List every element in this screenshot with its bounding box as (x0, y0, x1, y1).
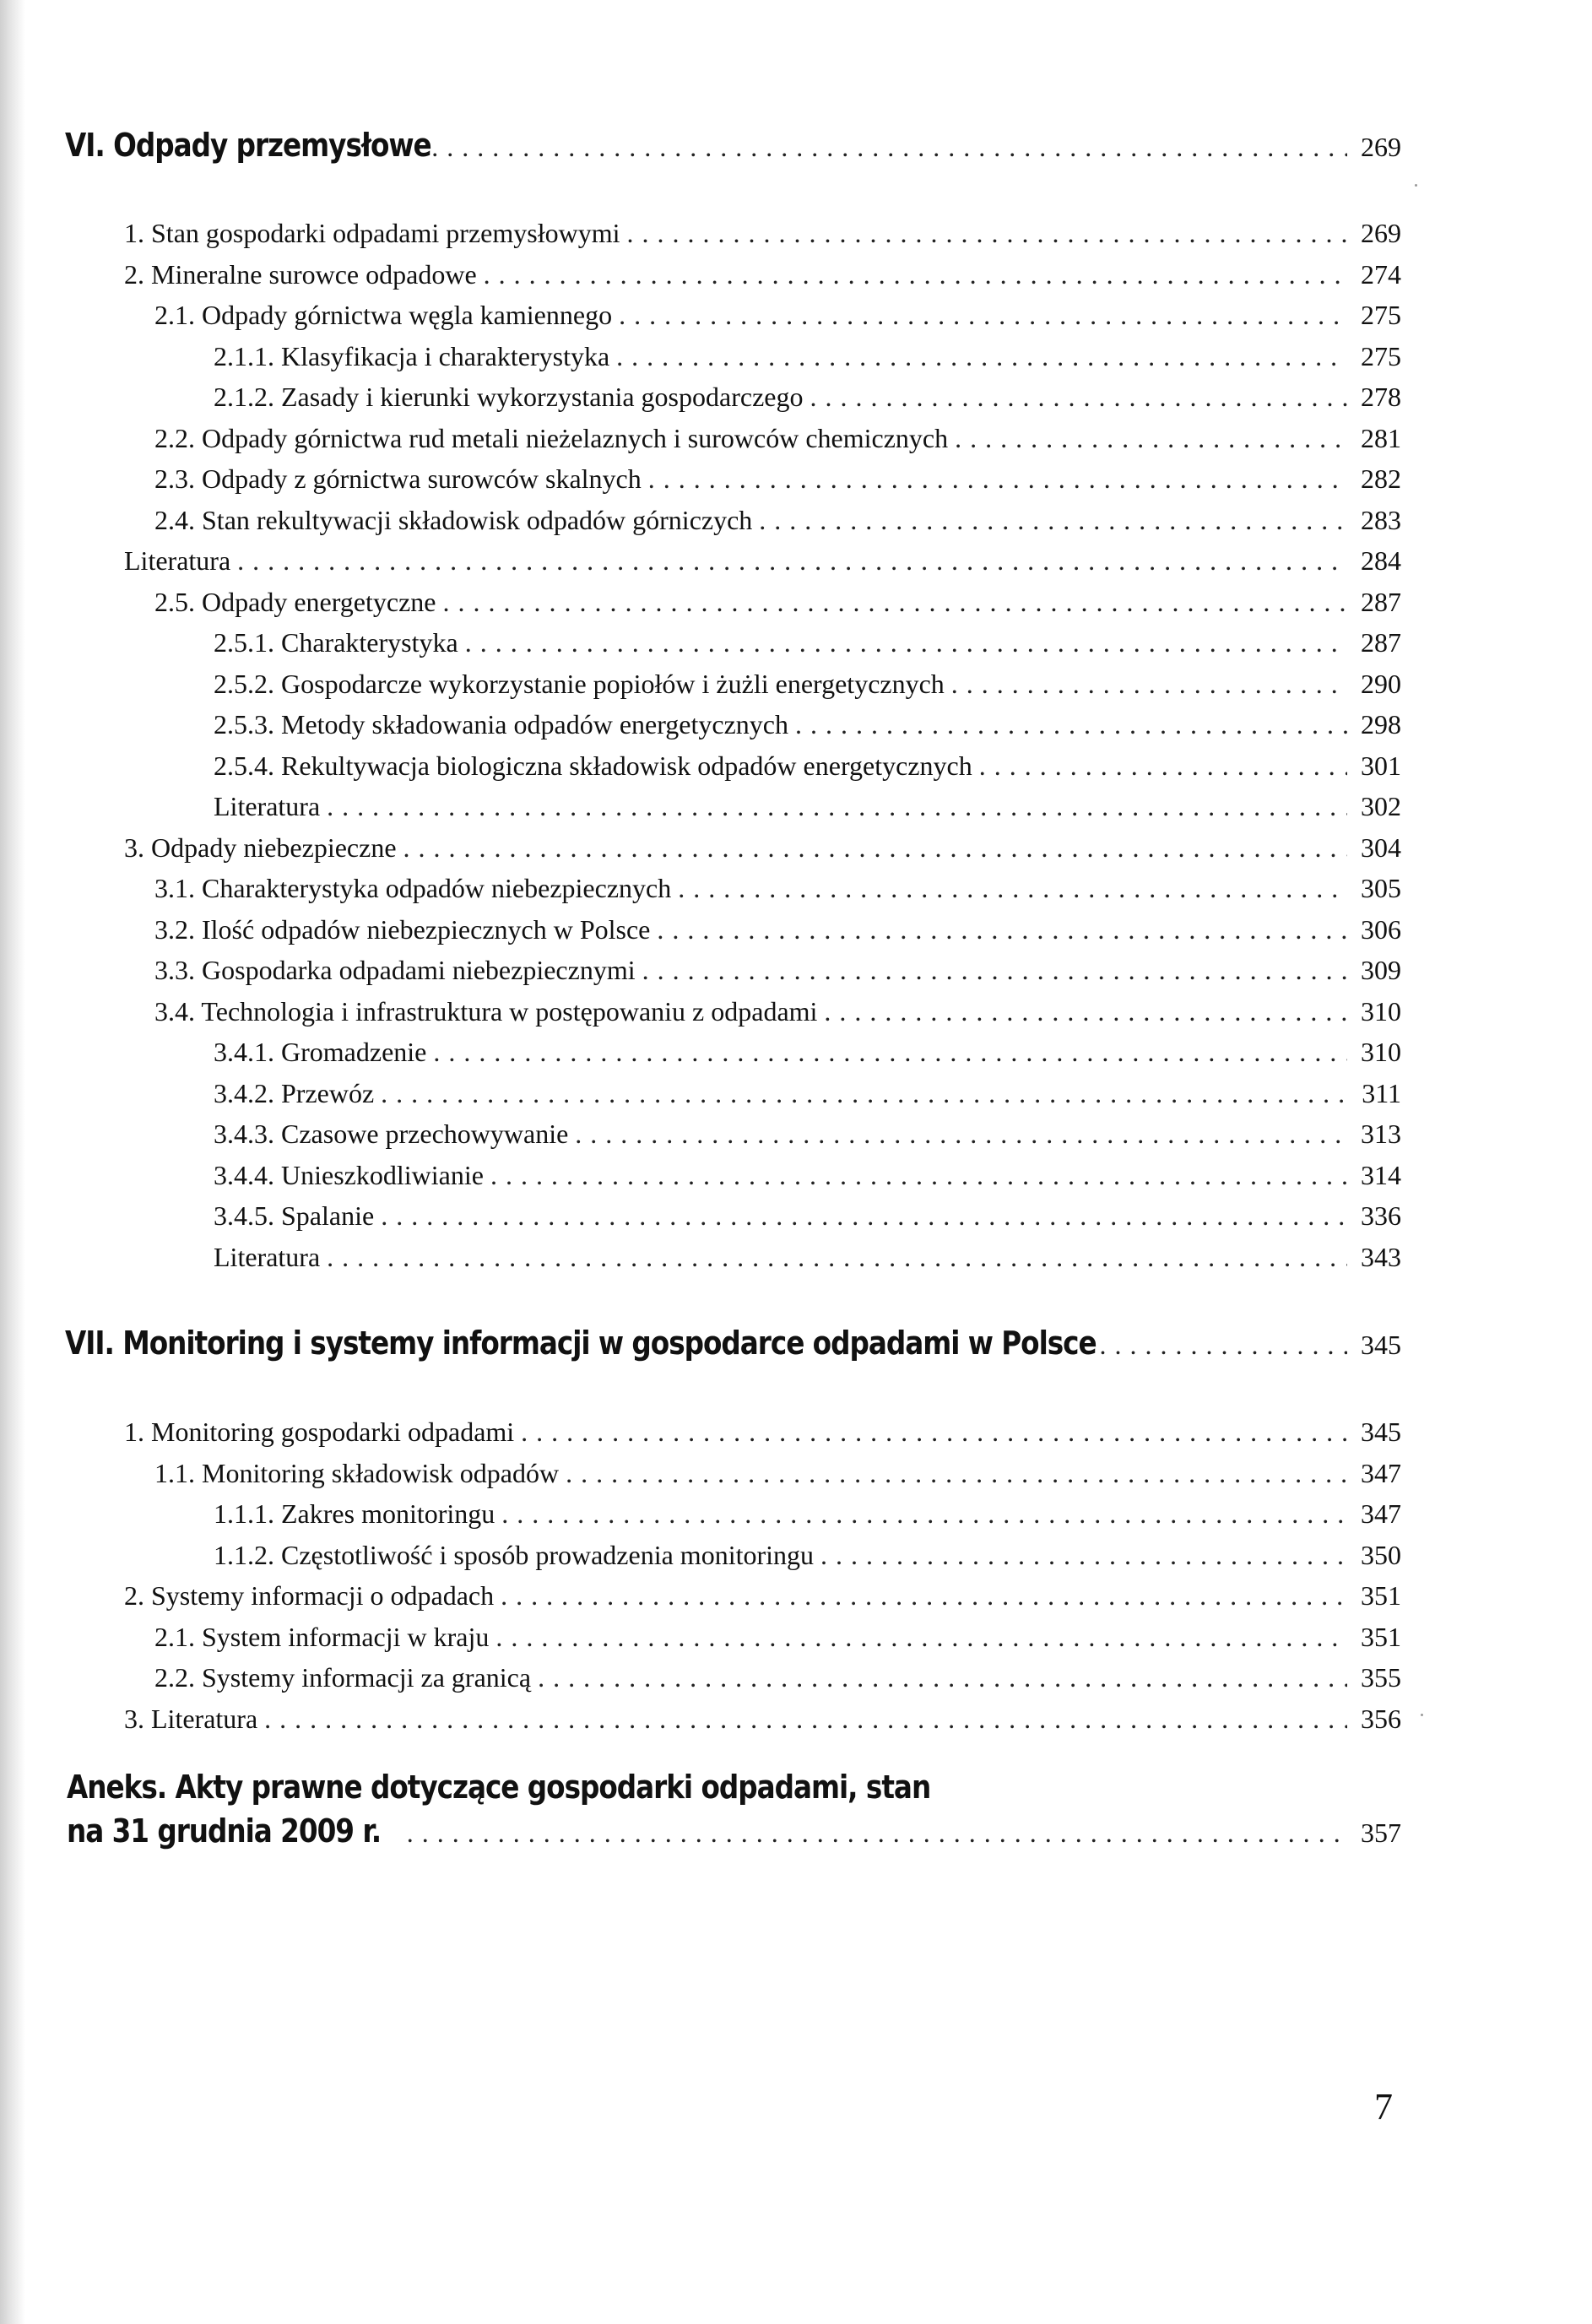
dot-leader (616, 341, 1347, 372)
entry-label (124, 1580, 494, 1612)
dot-leader (490, 1160, 1347, 1191)
section-title: Odpady energetyczne (202, 586, 436, 617)
entry-label (214, 669, 945, 700)
dot-leader (403, 832, 1347, 864)
dot-leader (501, 1498, 1347, 1530)
section-number: 3.1. (154, 873, 195, 903)
page-ref: 305 (1361, 873, 1401, 903)
toc-entry[interactable] (124, 1417, 1401, 1450)
entry-label (214, 1037, 426, 1068)
dot-leader (431, 132, 1347, 163)
section-title: Monitoring gospodarki odpadami (151, 1417, 515, 1447)
toc-entry[interactable] (124, 259, 1401, 293)
page-ref: 290 (1361, 668, 1401, 699)
entry-label (154, 587, 436, 618)
dot-leader (951, 669, 1347, 700)
entry-label (214, 627, 458, 658)
dot-leader (327, 1242, 1347, 1273)
dot-leader (538, 1662, 1347, 1693)
section-number: 2.3. (154, 463, 195, 494)
section-number: 2.5.2. (214, 668, 274, 699)
dot-leader (820, 1540, 1347, 1571)
page-ref: 298 (1361, 709, 1401, 739)
dot-leader (642, 955, 1347, 986)
entry-label (214, 341, 609, 372)
section-title: System informacji w kraju (202, 1621, 490, 1652)
entry-label (214, 382, 803, 413)
dot-leader (657, 914, 1347, 945)
toc-entry[interactable] (124, 832, 1401, 866)
entry-label (214, 1200, 374, 1232)
page-ref: 306 (1361, 913, 1401, 945)
chapter-heading-vii[interactable] (65, 1325, 1401, 1362)
section-title: Mineralne surowce odpadowe (151, 258, 477, 290)
section-number: 3.3. (154, 955, 195, 985)
chapter-title: VII. Monitoring i systemy informacji w gospodarce odpadami w Polsce (65, 1325, 1097, 1362)
annex-title-line2: na 31 grudnia 2009 r. (67, 1812, 382, 1850)
toc-entry[interactable] (154, 505, 1401, 539)
section-number: 1.1.1. (214, 1498, 274, 1529)
page-ref: 302 (1361, 791, 1401, 821)
entry-label (214, 1078, 374, 1109)
entry-label (214, 1540, 814, 1571)
section-title: Czasowe przechowywanie (281, 1119, 569, 1149)
toc-entry[interactable] (214, 1037, 1401, 1070)
toc-entry[interactable] (214, 341, 1401, 375)
page-ref: 336 (1361, 1200, 1401, 1231)
section-title: Gromadzenie (281, 1037, 427, 1067)
entry-label (124, 545, 230, 577)
entry-label (124, 259, 477, 290)
toc-entry[interactable] (214, 750, 1401, 784)
dot-leader (264, 1704, 1347, 1735)
annex-heading[interactable] (67, 1812, 1401, 1850)
page-ref: 269 (1361, 132, 1401, 162)
section-title: Zasady i kierunki wykorzystania gospodarczego (281, 382, 804, 412)
entry-label (154, 996, 817, 1027)
dot-leader (381, 1078, 1347, 1109)
section-title: Monitoring składowisk odpadów (202, 1457, 560, 1488)
toc-entry[interactable] (154, 955, 1401, 989)
page-ref: 283 (1361, 504, 1401, 535)
section-number: 3. (124, 832, 144, 863)
dot-leader (955, 423, 1347, 454)
page-ref: 351 (1361, 1580, 1401, 1611)
toc-entry[interactable] (154, 423, 1401, 457)
entry-label (124, 1704, 257, 1735)
page-ref: 278 (1361, 382, 1401, 412)
section-number: 2.4. (154, 504, 195, 535)
toc-entry[interactable] (214, 1242, 1401, 1276)
page-ref: 311 (1362, 1077, 1401, 1108)
toc-entry[interactable] (124, 545, 1401, 579)
toc-entry[interactable] (124, 218, 1401, 252)
dot-leader (381, 1200, 1347, 1232)
page-ref: 287 (1361, 627, 1401, 658)
section-number: 3.2. (154, 913, 195, 945)
section-number: 2.1.1. (214, 340, 274, 371)
section-number: 3.4.1. (214, 1037, 274, 1067)
dot-leader (521, 1417, 1347, 1448)
section-number: 2.5. (154, 586, 195, 617)
entry-label (214, 709, 788, 740)
page-ref: 313 (1361, 1119, 1401, 1149)
page-ref: 282 (1361, 463, 1401, 494)
page-ref: 355 (1361, 1662, 1401, 1693)
section-title: Literatura (151, 1703, 258, 1734)
entry-label (154, 423, 948, 454)
dot-leader (759, 505, 1347, 536)
page-ref: 356 (1361, 1703, 1401, 1734)
section-title: Stan rekultywacji składowisk odpadów górniczych (202, 504, 753, 535)
toc-entry[interactable] (154, 1622, 1401, 1655)
section-title: Zakres monitoringu (281, 1498, 495, 1529)
page-ref: 314 (1361, 1159, 1401, 1190)
section-number: 1. (124, 1417, 144, 1447)
section-number: 2.5.1. (214, 627, 274, 658)
toc-entry[interactable] (214, 1078, 1401, 1112)
dot-leader (501, 1580, 1347, 1612)
page-ref: 347 (1361, 1457, 1401, 1488)
page-ref: 275 (1361, 340, 1401, 371)
entry-label (154, 300, 612, 331)
page-ref: 310 (1361, 1037, 1401, 1067)
dot-leader (495, 1622, 1347, 1653)
toc-entry[interactable] (154, 587, 1401, 620)
toc-entry[interactable] (124, 1704, 1401, 1737)
chapter-title: VI. Odpady przemysłowe (65, 127, 431, 164)
section-title: Odpady z górnictwa surowców skalnych (202, 463, 642, 494)
section-title: Odpady górnictwa rud metali nieżelaznych i surowców chemicznych (202, 422, 949, 453)
dot-leader (824, 996, 1347, 1027)
section-number: 2.5.3. (214, 709, 274, 739)
toc-entry[interactable] (154, 463, 1401, 497)
chapter-heading-vi[interactable] (65, 127, 1401, 164)
entry-label (154, 873, 671, 904)
toc-entry[interactable] (124, 1580, 1401, 1614)
section-number: 1.1.2. (214, 1539, 274, 1570)
page-ref: 281 (1361, 422, 1401, 453)
toc-entry[interactable] (154, 1458, 1401, 1492)
dot-leader (979, 750, 1347, 782)
entry-label (124, 832, 397, 864)
section-number: 2.5.4. (214, 750, 274, 781)
entry-label (154, 1622, 489, 1653)
entry-label (214, 750, 972, 782)
entry-label (154, 1458, 559, 1489)
toc-entry[interactable] (154, 873, 1401, 907)
scan-speck (1415, 184, 1417, 187)
section-title: Spalanie (281, 1200, 375, 1231)
annex-title-line1[interactable]: Aneks. Akty prawne dotyczące gospodarki odpadami, stan (67, 1769, 931, 1806)
toc-entry[interactable] (214, 1160, 1401, 1194)
dot-leader (237, 545, 1347, 577)
toc-entry[interactable] (214, 1540, 1401, 1574)
entry-label (214, 1160, 484, 1191)
page-ref: 304 (1361, 832, 1401, 863)
section-number: 2.1.2. (214, 382, 274, 412)
page-number: 7 (1374, 2086, 1393, 2127)
dot-leader (619, 300, 1347, 331)
dot-leader (566, 1458, 1347, 1489)
entry-label (214, 1119, 568, 1150)
page-ref: 350 (1361, 1539, 1401, 1570)
section-number: 3.4.5. (214, 1200, 274, 1231)
entry-label (154, 505, 752, 536)
section-number: 3.4.4. (214, 1159, 274, 1190)
dot-leader (626, 218, 1347, 249)
section-title: Odpady górnictwa węgla kamiennego (202, 300, 613, 330)
toc-entry[interactable] (214, 709, 1401, 743)
section-title: Unieszkodliwianie (281, 1159, 484, 1190)
toc-entry[interactable] (154, 300, 1401, 333)
section-number: 2.2. (154, 1662, 195, 1693)
section-number: 2.2. (154, 422, 195, 453)
page-ref: 345 (1361, 1417, 1401, 1447)
section-title: Literatura (124, 545, 231, 576)
entry-label (154, 1662, 531, 1693)
page-ref: 343 (1361, 1241, 1401, 1272)
section-title: Przewóz (281, 1077, 375, 1108)
section-title: Klasyfikacja i charakterystyka (281, 340, 610, 371)
entry-label (154, 914, 650, 945)
dot-leader (433, 1037, 1347, 1068)
entry-label (214, 791, 320, 822)
section-title: Systemy informacji za granicą (202, 1662, 532, 1693)
section-number: 2. (124, 1580, 144, 1611)
entry-label (214, 1498, 495, 1530)
dot-leader (327, 791, 1347, 822)
entry-label (154, 463, 642, 495)
toc-entry[interactable] (154, 914, 1401, 948)
section-title: Systemy informacji o odpadach (151, 1580, 495, 1611)
section-title: Odpady niebezpieczne (151, 832, 397, 863)
dot-leader (795, 709, 1347, 740)
page-ref: 310 (1361, 995, 1401, 1027)
section-title: Częstotliwość i sposób prowadzenia monitoringu (281, 1539, 815, 1570)
section-number: 2. (124, 258, 144, 290)
entry-label (124, 218, 620, 249)
section-title: Literatura (214, 791, 321, 821)
section-number: 1.1. (154, 1457, 195, 1488)
entry-label (124, 1417, 514, 1448)
page-ref: 351 (1361, 1621, 1401, 1652)
section-title: Charakterystyka (281, 627, 458, 658)
toc-entry[interactable] (214, 1498, 1401, 1532)
scan-speck (1421, 1714, 1423, 1716)
dot-leader (575, 1119, 1347, 1150)
page-ref: 345 (1361, 1330, 1401, 1360)
toc-entry[interactable] (214, 669, 1401, 702)
section-number: 3.4. (154, 995, 195, 1027)
toc-entry[interactable] (214, 627, 1401, 661)
dot-leader (407, 1817, 1347, 1849)
dot-leader (1100, 1330, 1347, 1361)
section-title: Metody składowania odpadów energetycznych (281, 709, 788, 739)
dot-leader (465, 627, 1347, 658)
section-number: 3.4.2. (214, 1077, 274, 1108)
page-ref: 357 (1361, 1817, 1401, 1848)
toc-entry[interactable] (214, 791, 1401, 825)
dot-leader (810, 382, 1347, 413)
section-title: Rekultywacja biologiczna składowisk odpadów energetycznych (281, 750, 972, 781)
section-number: 3.4.3. (214, 1119, 274, 1149)
section-number: 1. (124, 218, 144, 248)
page-ref: 274 (1361, 258, 1401, 290)
section-title: Stan gospodarki odpadami przemysłowymi (151, 218, 620, 248)
dot-leader (678, 873, 1347, 904)
page-ref: 309 (1361, 955, 1401, 985)
page-ref: 347 (1361, 1498, 1401, 1529)
dot-leader (648, 463, 1347, 495)
toc-entry[interactable] (154, 996, 1401, 1030)
toc-entry[interactable] (214, 382, 1401, 415)
section-title: Charakterystyka odpadów niebezpiecznych (202, 873, 672, 903)
section-number: 2.1. (154, 300, 195, 330)
toc-entry[interactable] (214, 1119, 1401, 1152)
section-number: 2.1. (154, 1621, 195, 1652)
section-title: Technologia i infrastruktura w postępowaniu z odpadami (201, 995, 818, 1027)
toc-entry[interactable] (154, 1662, 1401, 1696)
page-ref: 269 (1361, 218, 1401, 248)
page-ref: 287 (1361, 586, 1401, 617)
page-gutter-shadow (0, 0, 25, 2324)
entry-label (214, 1242, 320, 1273)
entry-label (154, 955, 636, 986)
toc-entry[interactable] (214, 1200, 1401, 1234)
section-title: Gospodarka odpadami niebezpiecznymi (202, 955, 636, 985)
dot-leader (484, 259, 1347, 290)
dot-leader (443, 587, 1348, 618)
section-title: Ilość odpadów niebezpiecznych w Polsce (202, 913, 651, 945)
section-title: Gospodarcze wykorzystanie popiołów i żużli energetycznych (281, 668, 945, 699)
section-number: 3. (124, 1703, 144, 1734)
page-ref: 301 (1361, 750, 1401, 781)
section-title: Literatura (214, 1241, 321, 1272)
page-ref: 275 (1361, 300, 1401, 330)
page-ref: 284 (1361, 545, 1401, 576)
